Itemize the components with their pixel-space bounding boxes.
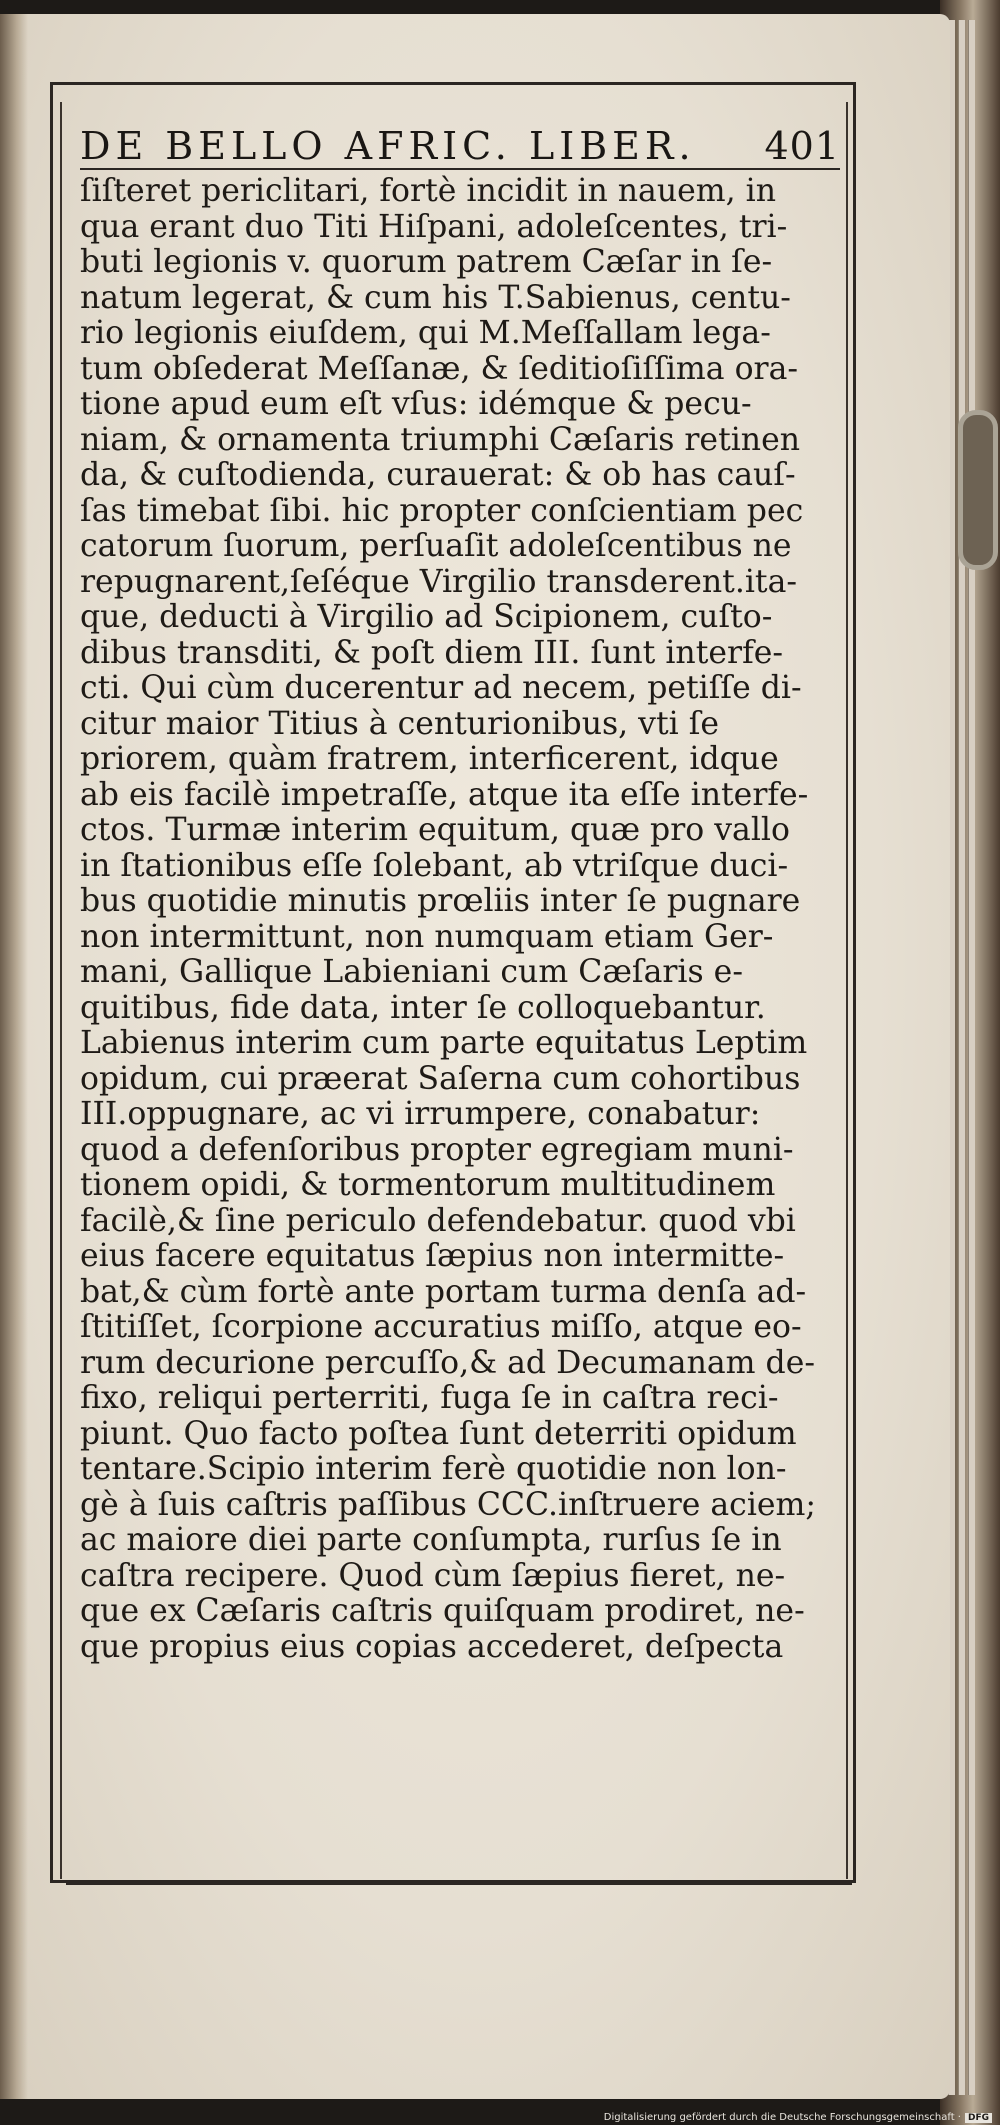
text-line: catorum ſuorum, perſuaſit adoleſcentibus ne — [80, 528, 792, 564]
text-line: quod a defenſoribus propter egregiam muni- — [80, 1131, 794, 1168]
running-head-title: DE BELLO AFRIC. LIBER. — [80, 124, 696, 168]
text-line: eius facere equitatus ſæpius non intermitte- — [80, 1238, 785, 1274]
page-gutter — [0, 14, 28, 2099]
book-page — [0, 14, 950, 2099]
text-line: tione apud eum eſt vſus: idémque & pecu- — [80, 386, 752, 422]
text-line: dibus transditi, & poſt diem III. ſunt interfe- — [80, 634, 784, 671]
running-head — [80, 112, 840, 170]
text-line: piunt. Quo facto poſtea ſunt deterriti opidum — [80, 1415, 797, 1452]
text-line: tum obſederat Meſſanæ, & ſeditioſiſſima ora- — [80, 350, 799, 387]
text-line: qua erant duo Titi Hiſpani, adoleſcentes, tri- — [80, 208, 788, 245]
text-line: buti legionis v. quorum patrem Cæſar in ſe- — [80, 244, 773, 280]
text-line: que, deducti à Virgilio ad Scipionem, cuſto- — [80, 599, 773, 635]
text-line: ſtitiſſet, ſcorpione accuratius miſſo, atque eo- — [80, 1309, 802, 1345]
text-line: rum decurione percuſſo,& ad Decumanam de- — [80, 1344, 815, 1381]
text-line: ſas timebat ſibi. hic propter conſcientiam pec — [80, 492, 804, 529]
text-line: priorem, quàm fratrem, interficerent, idque — [80, 741, 779, 777]
text-line: caſtra recipere. Quod cùm ſæpius fieret, ne- — [80, 1557, 786, 1594]
page-edge — [968, 20, 975, 2095]
text-line: bat,& cùm fortè ante portam turma denſa ad- — [80, 1273, 807, 1310]
text-line: repugnarent,ſeſéque Virgilio transderent.ita- — [80, 563, 798, 600]
page-edge — [958, 20, 965, 2095]
text-line: tionem opidi, & tormentorum multitudinem — [80, 1167, 776, 1203]
text-line: in ſtationibus eſſe ſolebant, ab vtriſque duci- — [80, 847, 789, 884]
text-line: da, & cuſtodienda, curauerat: & ob has cauſ- — [80, 457, 796, 493]
text-line: ac maiore diei parte conſumpta, rurſus ſe in — [80, 1522, 782, 1558]
text-line: ctos. Turmæ interim equitum, quæ pro vallo — [80, 812, 790, 848]
dfg-logo: DFG — [965, 2113, 992, 2123]
digitization-credit — [604, 2112, 992, 2123]
text-line: natum legerat, & cum his T.Sabienus, centu- — [80, 279, 791, 316]
bottom-rule — [66, 1882, 852, 1885]
text-line: mani, Gallique Labieniani cum Cæſaris e- — [80, 954, 743, 990]
page-number: 401 — [764, 124, 840, 168]
text-line: gè à ſuis caſtris paſſibus CCC.inſtruere aciem; — [80, 1486, 817, 1523]
text-line: citur maior Titius à centurionibus, vti ſe — [80, 705, 720, 742]
text-line: rio legionis eiuſdem, qui M.Meſſallam lega- — [80, 315, 771, 351]
text-line: non intermittunt, non numquam etiam Ger- — [80, 918, 774, 955]
text-line: tentare.Scipio interim ferè quotidie non lon- — [80, 1451, 787, 1487]
text-line: quitibus, fide data, inter ſe colloquebantur. — [80, 989, 766, 1026]
text-line: que ex Cæſaris caſtris quiſquam prodiret, ne- — [80, 1593, 805, 1629]
text-line: que propius eius copias accederet, deſpecta — [80, 1628, 784, 1665]
text-line: bus quotidie minutis prœliis inter ſe pugnare — [80, 883, 801, 919]
text-line: ſiſteret periclitari, fortè incidit in nauem, in — [80, 173, 776, 209]
body-text — [80, 174, 870, 1665]
text-line: fixo, reliqui perterriti, fuga ſe in caſtra reci- — [80, 1380, 779, 1416]
text-line: III.oppugnare, ac vi irrumpere, conabatur: — [80, 1096, 761, 1132]
text-line: ab eis facilè impetraſſe, atque ita eſſe interfe- — [80, 776, 809, 813]
text-line: facilè,& ſine periculo defendebatur. quod vbi — [80, 1202, 796, 1239]
text-line: cti. Qui cùm ducerentur ad necem, petiſſe di- — [80, 670, 802, 706]
text-line: opidum, cui præerat Saſerna cum cohortibus — [80, 1060, 801, 1097]
text-line: Labienus interim cum parte equitatus Leptim — [80, 1025, 808, 1061]
text-line: niam, & ornamenta triumphi Cæſaris retinen — [80, 421, 801, 458]
book-clasp — [958, 410, 998, 570]
footer-credit-text: Digitalisierung gefördert durch die Deutsche Forschungsgemeinschaft · — [603, 2112, 961, 2123]
